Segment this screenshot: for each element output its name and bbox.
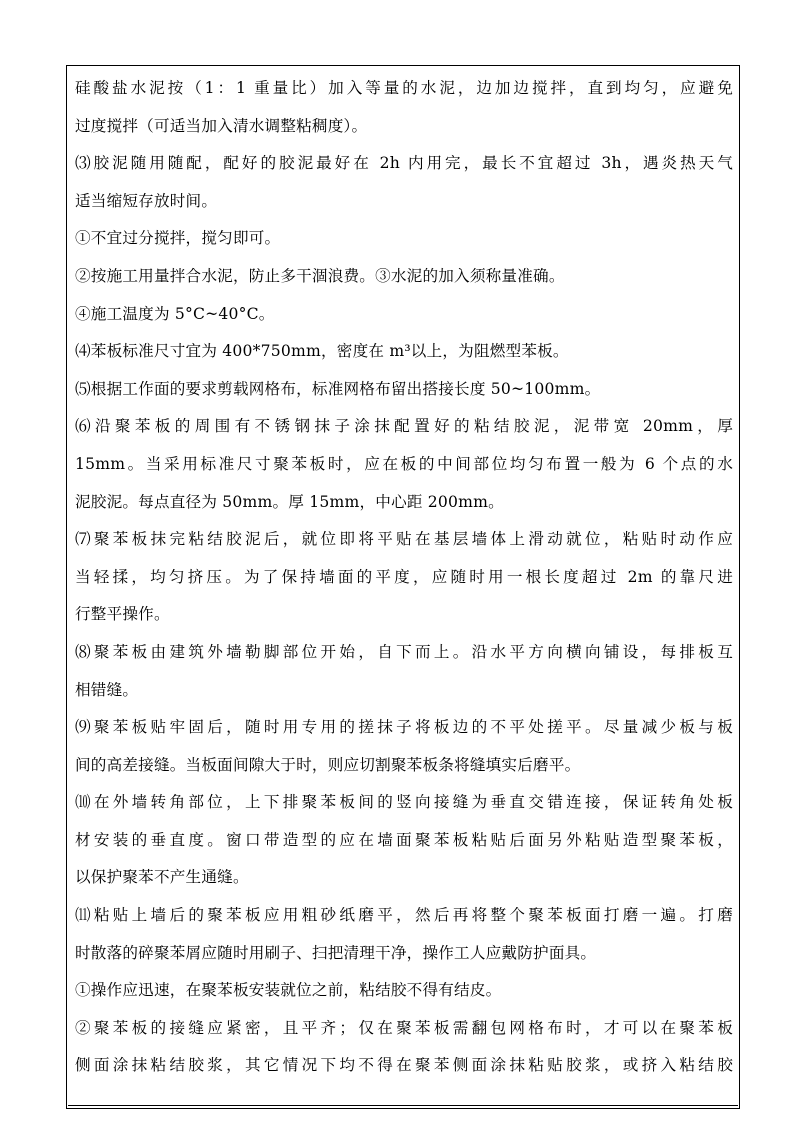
text-line: 适当缩短存放时间。 — [75, 191, 218, 210]
table-bottom-rule — [68, 1105, 738, 1106]
text-line: ①不宜过分搅拌，搅匀即可。 — [75, 229, 281, 248]
text-line: ⑼聚苯板贴牢固后，随时用专用的搓抹子将板边的不平处搓平。尽量减少板与板 — [75, 718, 733, 737]
text-line: ②按施工用量拌合水泥，防止多干涸浪费。③水泥的加入须称量准确。 — [75, 266, 565, 285]
text-line: 当轻揉，均匀挤压。为了保持墙面的平度，应随时用一根长度超过 2m 的靠尺进 — [75, 567, 733, 586]
text-line: ①操作应迅速，在聚苯板安装就位之前，粘结胶不得有结皮。 — [75, 981, 502, 1000]
text-line: ⑻聚苯板由建筑外墙勒脚部位开始，自下而上。沿水平方向横向铺设，每排板互 — [75, 642, 733, 661]
text-line: ④施工温度为 5°C~40°C。 — [75, 304, 275, 323]
text-line: ⑽在外墙转角部位，上下排聚苯板间的竖向接缝为垂直交错连接，保证转角处板 — [75, 793, 733, 812]
text-line: 相错缝。 — [75, 680, 139, 699]
document-table-frame — [66, 65, 740, 1109]
text-line: ⑷苯板标准尺寸宜为 400*750mm，密度在 m³以上，为阻燃型苯板。 — [75, 342, 569, 361]
text-line: ⑸根据工作面的要求剪载网格布，标准网格布留出搭接长度 50~100mm。 — [75, 379, 601, 398]
document-body — [75, 70, 733, 1085]
text-line: 15mm。当采用标准尺寸聚苯板时，应在板的中间部位均匀布置一般为 6 个点的水 — [75, 454, 733, 473]
text-line: 泥胶泥。每点直径为 50mm。厚 15mm，中心距 200mm。 — [75, 492, 504, 511]
text-line: 间的高差接缝。当板面间隙大于时，则应切割聚苯板条将缝填实后磨平。 — [75, 755, 581, 774]
text-line: 时散落的碎聚苯屑应随时用刷子、扫把清理干净，操作工人应戴防护面具。 — [75, 943, 597, 962]
text-line: 硅酸盐水泥按（1：1 重量比）加入等量的水泥，边加边搅拌，直到均匀，应避免 — [75, 79, 733, 97]
text-line: 侧面涂抹粘结胶浆，其它情况下均不得在聚苯侧面涂抹粘贴胶浆，或挤入粘结胶 — [75, 1056, 733, 1075]
text-line: 行整平操作。 — [75, 605, 170, 624]
text-line: 以保护聚苯不产生通缝。 — [75, 868, 249, 887]
text-line: ②聚苯板的接缝应紧密，且平齐；仅在聚苯板需翻包网格布时，才可以在聚苯板 — [75, 1018, 733, 1037]
text-line: 材安装的垂直度。窗口带造型的应在墙面聚苯板粘贴后面另外粘贴造型聚苯板， — [75, 830, 733, 849]
text-line: ⑹沿聚苯板的周围有不锈钢抹子涂抹配置好的粘结胶泥，泥带宽 20mm，厚 — [75, 417, 733, 436]
text-line: ⑺聚苯板抹完粘结胶泥后，就位即将平贴在基层墙体上滑动就位，粘贴时动作应 — [75, 530, 733, 549]
text-line: ⑶胶泥随用随配，配好的胶泥最好在 2h 内用完，最长不宜超过 3h，遇炎热天气 — [75, 154, 733, 173]
text-line: 过度搅拌（可适当加入清水调整粘稠度）。 — [75, 116, 368, 135]
text-line: ⑾粘贴上墙后的聚苯板应用粗砂纸磨平，然后再将整个聚苯板面打磨一遍。打磨 — [75, 906, 733, 925]
